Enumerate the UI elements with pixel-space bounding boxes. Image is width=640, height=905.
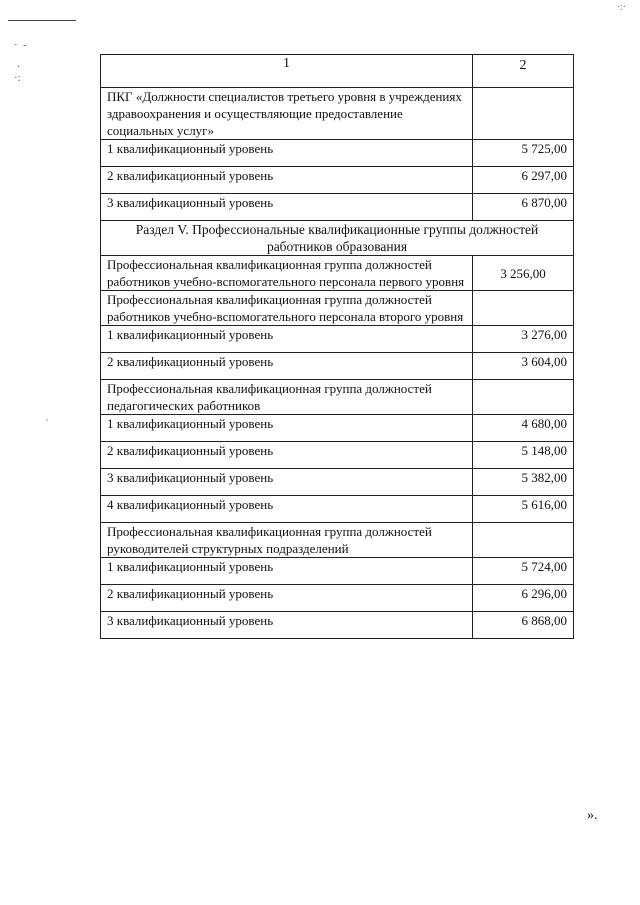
table-row — [101, 612, 574, 639]
table-row — [101, 442, 574, 469]
table-row — [101, 523, 574, 558]
section-heading: Раздел V. Профессиональные квалификационные группы должностей работников образования — [101, 221, 574, 256]
column-header-1: 1 — [101, 55, 473, 88]
table-row — [101, 256, 574, 291]
level-label: 1 квалификационный уровень — [101, 326, 473, 353]
salary-value: 3 604,00 — [473, 353, 574, 380]
table-row — [101, 585, 574, 612]
level-label: 3 квалификационный уровень — [101, 469, 473, 496]
column-header-2: 2 — [473, 55, 574, 88]
table-row — [101, 291, 574, 326]
table-row — [101, 415, 574, 442]
level-label: 2 квалификационный уровень — [101, 353, 473, 380]
salary-value — [473, 380, 574, 415]
table-row — [101, 558, 574, 585]
salary-value: 3 276,00 — [473, 326, 574, 353]
group-title: Профессиональная квалификационная группа должностей педагогических работников — [101, 380, 473, 415]
salary-value: 5 148,00 — [473, 442, 574, 469]
level-label: 3 квалификационный уровень — [101, 194, 473, 221]
table-row — [101, 140, 574, 167]
level-label: 3 квалификационный уровень — [101, 612, 473, 639]
salary-value — [473, 291, 574, 326]
scan-artifact-dots: · - · ·: — [14, 39, 27, 84]
salary-value: 5 725,00 — [473, 140, 574, 167]
section-heading-row — [101, 221, 574, 256]
salary-value: 5 616,00 — [473, 496, 574, 523]
scan-artifact-tick: ′ — [46, 418, 49, 429]
salary-value: 6 870,00 — [473, 194, 574, 221]
level-label: 1 квалификационный уровень — [101, 558, 473, 585]
table-header-row — [101, 55, 574, 88]
salary-table — [100, 54, 574, 639]
table-row — [101, 88, 574, 140]
level-label: 1 квалификационный уровень — [101, 140, 473, 167]
level-label: 2 квалификационный уровень — [101, 442, 473, 469]
closing-quote-mark: ». — [587, 808, 598, 823]
level-label: 2 квалификационный уровень — [101, 167, 473, 194]
group-title: Профессиональная квалификационная группа должностей руководителей структурных подразделений — [101, 523, 473, 558]
table-row — [101, 167, 574, 194]
salary-value — [473, 523, 574, 558]
salary-value — [473, 88, 574, 140]
salary-value: 6 296,00 — [473, 585, 574, 612]
level-label: 4 квалификационный уровень — [101, 496, 473, 523]
salary-value: 6 297,00 — [473, 167, 574, 194]
salary-value: 6 868,00 — [473, 612, 574, 639]
scan-artifact-line — [8, 20, 76, 21]
group-title: Профессиональная квалификационная группа должностей работников учебно-вспомогательного персонала второго уровня — [101, 291, 473, 326]
level-label: 2 квалификационный уровень — [101, 585, 473, 612]
salary-value: 3 256,00 — [473, 256, 574, 291]
salary-value: 4 680,00 — [473, 415, 574, 442]
salary-value: 5 382,00 — [473, 469, 574, 496]
table-row — [101, 380, 574, 415]
table-row — [101, 353, 574, 380]
salary-value: 5 724,00 — [473, 558, 574, 585]
scan-artifact-corner: ·:· — [616, 2, 626, 13]
table-row — [101, 469, 574, 496]
group-title: ПКГ «Должности специалистов третьего уровня в учреждениях здравоохранения и осуществляющие предоставление социальных услуг» — [101, 88, 473, 140]
table-row — [101, 326, 574, 353]
level-label: 1 квалификационный уровень — [101, 415, 473, 442]
table-row — [101, 194, 574, 221]
table-row — [101, 496, 574, 523]
group-title: Профессиональная квалификационная группа должностей работников учебно-вспомогательного персонала первого уровня — [101, 256, 473, 291]
